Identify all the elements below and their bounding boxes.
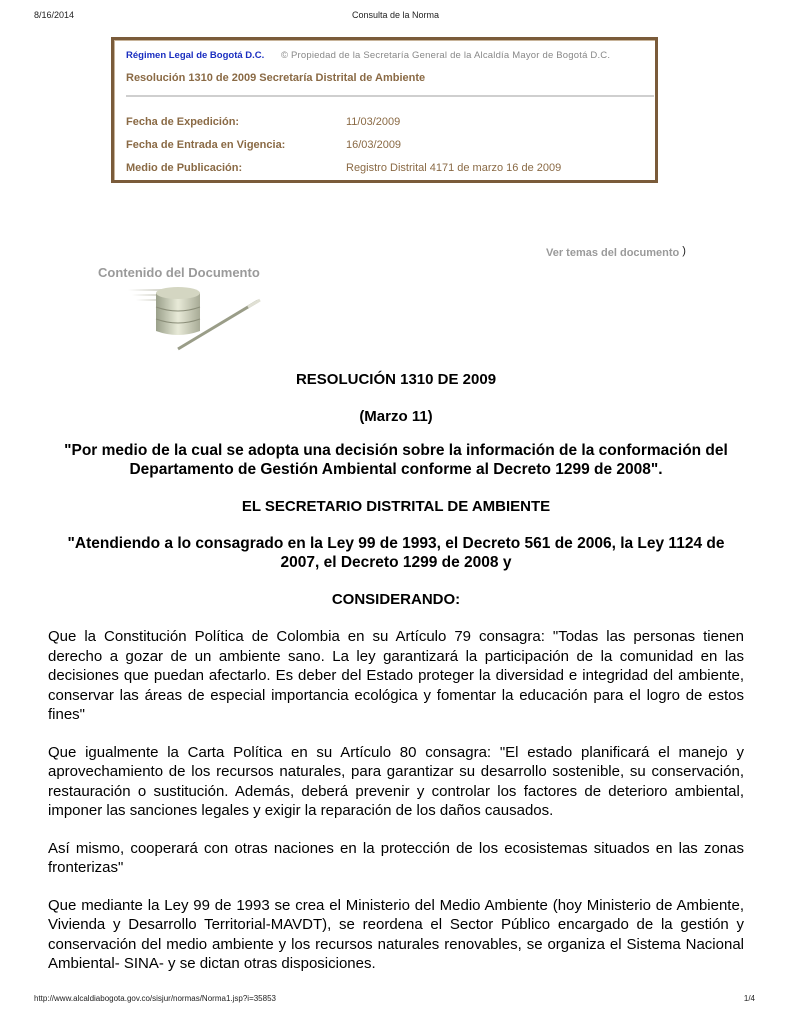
considering-heading: CONSIDERANDO:	[331, 591, 461, 608]
meta-value: Registro Distrital 4171 de marzo 16 de 2009	[346, 162, 562, 174]
print-date: 8/16/2014	[34, 10, 75, 20]
brand-link[interactable]: Régimen Legal de Bogotá D.C.	[126, 50, 265, 61]
norm-info-box	[111, 37, 658, 183]
legal-basis: "Atendiendo a lo consagrado en la Ley 99 de 1993, el Decreto 561 de 2006, la Ley 1124 de 2007, el Decreto 1299 de 2008 y	[67, 535, 725, 571]
issuing-authority: EL SECRETARIO DISTRITAL DE AMBIENTE	[241, 498, 551, 515]
page-number: 1/4	[743, 994, 755, 1003]
considering-paragraph: Así mismo, cooperará con otras naciones en la protección de los ecosistemas situados en las zonas fronterizas"	[48, 839, 744, 876]
database-pen-icon	[108, 283, 278, 355]
resolution-date: (Marzo 11)	[359, 408, 433, 425]
considering-paragraph: Que mediante la Ley 99 de 1993 se crea el Ministerio del Medio Ambiente (hoy Ministerio de Ambiente, Vivienda y Desarrollo Territorial-MAVDT), se reordena el Sector Público encargado de la gestión y conservación del medio ambiente y los recursos naturales renovables, se organiza el Sistema Nacional Ambiental- SINA- y se dictan otras disposiciones.	[48, 896, 744, 972]
meta-label: Medio de Publicación:	[126, 162, 243, 174]
document-body	[48, 370, 744, 974]
document-content-section	[98, 265, 308, 355]
view-topics-link[interactable]	[546, 247, 686, 259]
print-title: Consulta de la Norma	[351, 10, 440, 20]
norm-subtitle: Resolución 1310 de 2009 Secretaría Distrital de Ambiente	[126, 72, 426, 84]
resolution-title: RESOLUCIÓN 1310 DE 2009	[295, 371, 497, 388]
print-header	[0, 0, 791, 30]
resolution-summary: "Por medio de la cual se adopta una decisión sobre la información de la conformación del Departamento de Gestión Ambiental conforme al Decreto 1299 de 2008".	[64, 442, 728, 478]
chevron-right-icon: )	[682, 245, 686, 257]
meta-label: Fecha de Entrada en Vigencia:	[126, 139, 286, 151]
meta-label: Fecha de Expedición:	[126, 116, 240, 128]
divider	[126, 95, 654, 97]
considering-paragraph: Que igualmente la Carta Política en su Artículo 80 consagra: "El estado planificará el manejo y aprovechamiento de los recursos naturales, para garantizar su desarrollo sostenible, su conservación, restauración o sustitución. Además, deberá prevenir y controlar los factores de deterioro ambiental, imponer las sanciones legales y exigir la reparación de los daños causados.	[48, 743, 744, 819]
document-content-label: Contenido del Documento	[98, 265, 260, 280]
meta-value: 11/03/2009	[346, 116, 401, 128]
copyright-text: © Propiedad de la Secretaría General de la Alcaldía Mayor de Bogotá D.C.	[280, 50, 611, 61]
considering-paragraph: Que la Constitución Política de Colombia en su Artículo 79 consagra: "Todas las personas tienen derecho a gozar de un ambiente sano. La ley garantizará la participación de la comunidad en las decisiones que puedan afectarlo. Es deber del Estado proteger la diversidad e integridad del ambiente, conservar las áreas de especial importancia ecológica y fomentar la educación para el logro de estos fines"	[48, 628, 744, 723]
meta-value: 16/03/2009	[346, 139, 402, 151]
info-box-header	[126, 50, 610, 61]
page-url: http://www.alcaldiabogota.gov.co/sisjur/normas/Norma1.jsp?i=35853	[34, 994, 276, 1003]
view-topics-label: Ver temas del documento	[546, 247, 680, 259]
